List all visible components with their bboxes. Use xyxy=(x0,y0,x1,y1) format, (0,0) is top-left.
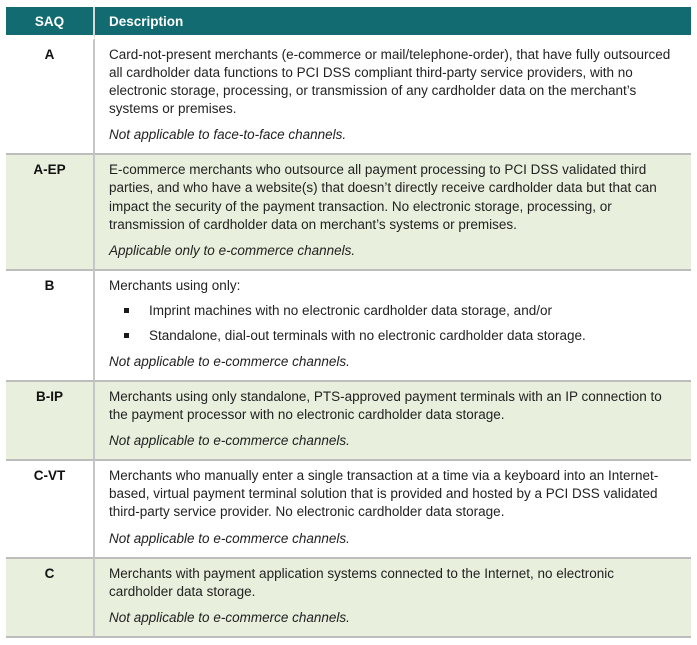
saq-label: B-IP xyxy=(6,380,95,459)
table-row xyxy=(6,557,691,638)
description-text: Merchants who manually enter a single transaction at a time via a keyboard into an Internet-based, virtual payment terminal solution that is provided and hosted by a PCI DSS validated third-party service provider. No electronic cardholder data storage. xyxy=(109,468,659,520)
saq-label: A xyxy=(6,38,95,153)
description-text: E-commerce merchants who outsource all payment processing to PCI DSS validated third parties, and who have a website(s) that doesn’t directly receive cardholder data but that can impact the security of the payment transaction. No electronic storage, processing, or transmission of cardholder data on merchant’s systems or premises. xyxy=(109,162,657,232)
description-text: Card-not-present merchants (e-commerce or mail/telephone-order), that have fully outsourced all cardholder data functions to PCI DSS compliant third-party service providers, with no electronic storage, processing, or transmission of any cardholder data on the merchant’s systems or premises. xyxy=(109,47,671,117)
bullet-list xyxy=(109,302,681,345)
column-header-saq: SAQ xyxy=(6,7,95,38)
note-text: Not applicable to e-commerce channels. xyxy=(109,530,350,546)
square-bullet-icon xyxy=(124,308,129,313)
description-text: Merchants using only standalone, PTS-approved payment terminals with an IP connection to the payment processor with no electronic cardholder data storage. xyxy=(109,389,662,423)
description-cell xyxy=(95,269,691,380)
description-cell xyxy=(95,459,691,556)
note-text: Not applicable to e-commerce channels. xyxy=(109,609,350,625)
column-header-description: Description xyxy=(95,7,691,38)
saq-label: B xyxy=(6,269,95,380)
description-cell xyxy=(95,38,691,153)
table-row xyxy=(6,380,691,459)
note-text: Applicable only to e-commerce channels. xyxy=(109,242,356,258)
square-bullet-icon xyxy=(124,333,129,338)
saq-label: C-VT xyxy=(6,459,95,556)
header-row xyxy=(6,7,691,38)
saq-label: C xyxy=(6,557,95,638)
description-text: Merchants using only: xyxy=(109,277,241,293)
bullet-item: Standalone, dial-out terminals with no electronic cardholder data storage. xyxy=(109,327,681,345)
note-text: Not applicable to e-commerce channels. xyxy=(109,433,350,449)
saq-label: A-EP xyxy=(6,153,95,268)
saq-table xyxy=(6,7,691,638)
table-row xyxy=(6,269,691,380)
bullet-item: Imprint machines with no electronic cardholder data storage, and/or xyxy=(109,302,681,320)
note-text: Not applicable to face-to-face channels. xyxy=(109,127,347,143)
table-row xyxy=(6,459,691,556)
saq-table-body xyxy=(6,38,691,638)
note-text: Not applicable to e-commerce channels. xyxy=(109,354,350,370)
description-cell xyxy=(95,557,691,638)
saq-table-header xyxy=(6,7,691,38)
description-cell xyxy=(95,380,691,459)
description-cell xyxy=(95,153,691,268)
table-row xyxy=(6,38,691,153)
table-row xyxy=(6,153,691,268)
description-text: Merchants with payment application systems connected to the Internet, no electronic cardholder data storage. xyxy=(109,565,615,599)
